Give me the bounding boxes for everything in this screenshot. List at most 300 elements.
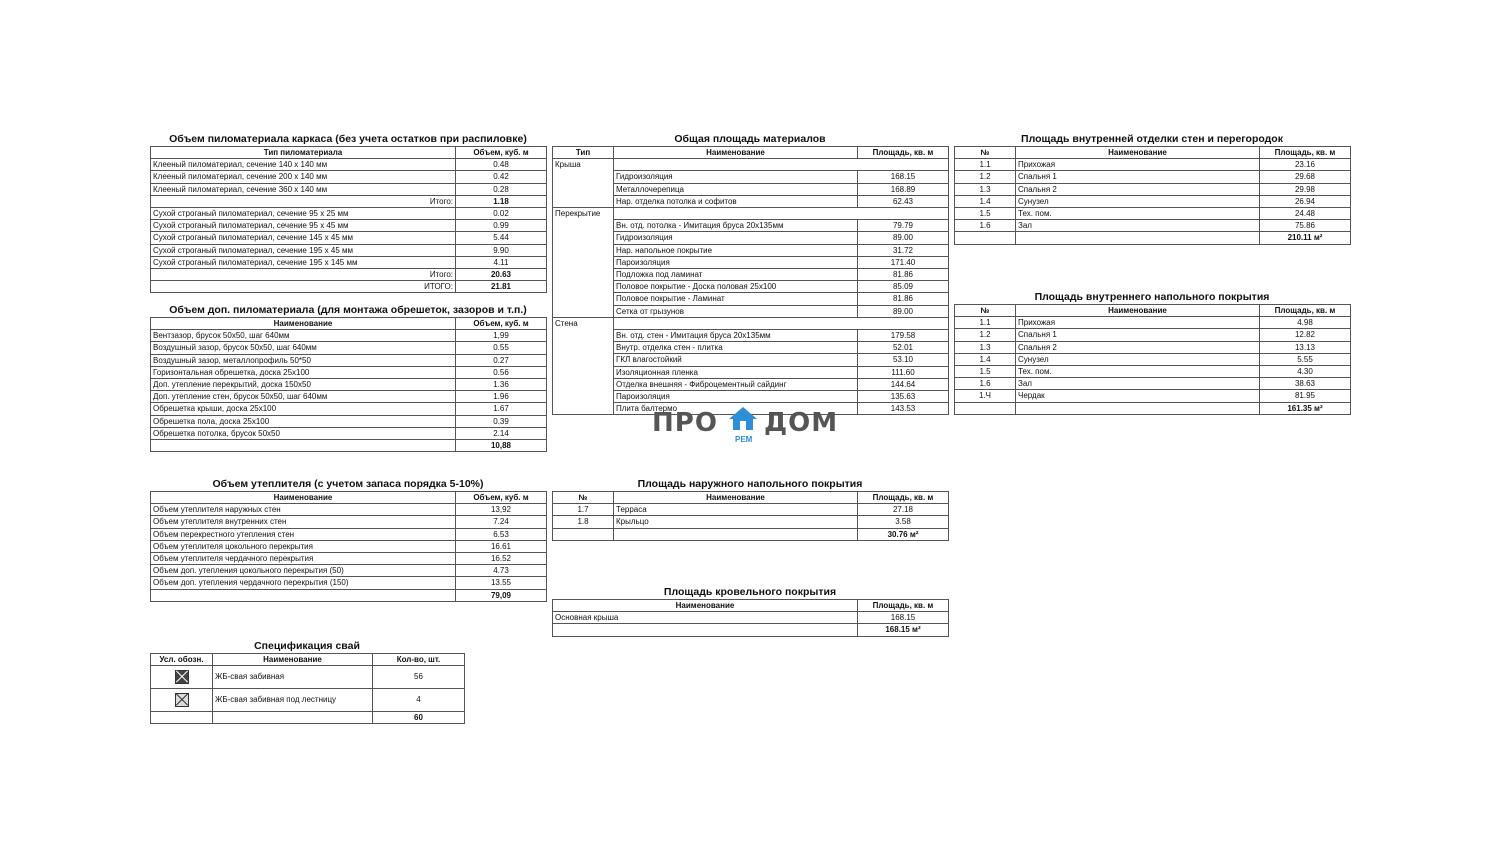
col-header: Объем, куб. м: [456, 147, 547, 159]
cell-value: 1,99: [456, 330, 547, 342]
total-row: [955, 402, 1351, 414]
table-row: [553, 612, 949, 624]
table-row: [151, 159, 547, 171]
cell-value: 168.15: [858, 612, 949, 624]
total-blank: [553, 624, 858, 636]
group-row: [553, 317, 949, 329]
total-label: [151, 589, 456, 601]
table-header-row: [151, 654, 465, 666]
total-blank: [553, 528, 614, 540]
table-row: [151, 354, 547, 366]
col-header: Площадь, кв. м: [858, 600, 949, 612]
cell-name: Сухой строганый пиломатериал, сечение 145 х 45 мм: [151, 232, 456, 244]
cell-name: Тех. пом.: [1016, 366, 1260, 378]
table-row: [553, 516, 949, 528]
table-row: [553, 366, 949, 378]
subtotal-value: 20.63: [456, 269, 547, 281]
col-header: Объем, куб. м: [456, 492, 547, 504]
cell-name: Подложка под ламинат: [614, 269, 858, 281]
type-blank: [553, 391, 614, 403]
cell-name: Клееный пиломатериал, сечение 200 х 140 мм: [151, 171, 456, 183]
table-row: [151, 415, 547, 427]
total-row: [151, 440, 547, 452]
cell-value: 29.98: [1260, 183, 1351, 195]
table-row: [151, 516, 547, 528]
cell-name: Сетка от грызунов: [614, 305, 858, 317]
table-row: [955, 341, 1351, 353]
table-row: [553, 342, 949, 354]
table-row: [553, 504, 949, 516]
wall-finish-block: [954, 132, 1350, 245]
cell-num: 1.8: [553, 516, 614, 528]
cell-value: 0.28: [456, 183, 547, 195]
cell-num: 1.3: [955, 341, 1016, 353]
cell-name: Отделка внешняя - Фиброцементный сайдинг: [614, 378, 858, 390]
cell-name: ЖБ-свая забивная: [213, 666, 373, 689]
group-type: Стена: [553, 317, 614, 329]
cell-name: Пароизоляция: [614, 256, 858, 268]
cell-value: 89.00: [858, 305, 949, 317]
logo-text-left: ПРО: [652, 408, 718, 438]
wall-finish-table: [954, 146, 1351, 245]
type-blank: [553, 256, 614, 268]
table-row: [151, 391, 547, 403]
cell-name: Объем утеплителя цокольного перекрытия: [151, 540, 456, 552]
cell-value: 16.61: [456, 540, 547, 552]
cell-num: 1.4: [955, 195, 1016, 207]
cell-value: 85.09: [858, 281, 949, 293]
cell-name: Доп. утепление стен, брусок 50х50, шаг 640мм: [151, 391, 456, 403]
col-header: Наименование: [213, 654, 373, 666]
type-blank: [553, 244, 614, 256]
cell-value: 0.55: [456, 342, 547, 354]
cell-name: Металлочерепица: [614, 183, 858, 195]
col-header: Объем, куб. м: [456, 318, 547, 330]
col-header: Наименование: [1016, 305, 1260, 317]
type-blank: [553, 354, 614, 366]
group-blank: [858, 317, 949, 329]
cell-name: Обрешетка пола, доска 25х100: [151, 415, 456, 427]
total-value: 60: [373, 712, 465, 724]
col-header: Площадь, кв. м: [858, 147, 949, 159]
cell-value: 171.40: [858, 256, 949, 268]
cell-name: Сухой строганый пиломатериал, сечение 195 х 45 мм: [151, 244, 456, 256]
col-header: Площадь, кв. м: [858, 492, 949, 504]
cell-num: 1.7: [553, 504, 614, 516]
floor-finish-title: Площадь внутреннего напольного покрытия: [1034, 291, 1270, 303]
cell-name: Горизонтальная обрешетка, доска 25х100: [151, 366, 456, 378]
cell-name: Тех. пом.: [1016, 208, 1260, 220]
total-row: [553, 624, 949, 636]
cell-num: 1.5: [955, 208, 1016, 220]
cell-value: 13,92: [456, 504, 547, 516]
cell-name: Гидроизоляция: [614, 171, 858, 183]
table-header-row: [955, 305, 1351, 317]
table-header-row: [151, 492, 547, 504]
table-row: [955, 183, 1351, 195]
col-header: Наименование: [553, 600, 858, 612]
insulation-table: [150, 491, 547, 602]
cell-name: Изоляционная пленка: [614, 366, 858, 378]
type-blank: [553, 378, 614, 390]
cell-value: 135.63: [858, 391, 949, 403]
cell-value: 6.53: [456, 528, 547, 540]
cell-value: 5.44: [456, 232, 547, 244]
cell-value: 144.64: [858, 378, 949, 390]
cell-name: Нар. напольное покрытие: [614, 244, 858, 256]
table-row: [553, 244, 949, 256]
cell-name: Объем перекрестного утепления стен: [151, 528, 456, 540]
table-header-row: [151, 318, 547, 330]
symbol-cell: [151, 666, 213, 689]
cell-name: Сухой строганый пиломатериал, сечение 195 х 145 мм: [151, 256, 456, 268]
cell-value: 179.58: [858, 330, 949, 342]
symbol-cell: [151, 689, 213, 712]
table-row: [553, 220, 949, 232]
total-row: [151, 589, 547, 601]
cell-name: Сунузел: [1016, 195, 1260, 207]
type-blank: [553, 293, 614, 305]
table-row: [151, 366, 547, 378]
table-row: [151, 689, 465, 712]
cell-value: 26.94: [1260, 195, 1351, 207]
table-row: [151, 256, 547, 268]
total-blank: [213, 712, 373, 724]
table-row: [553, 269, 949, 281]
cell-name: Зал: [1016, 378, 1260, 390]
lumber-extra-block: [150, 303, 546, 452]
type-blank: [553, 269, 614, 281]
table-row: [151, 232, 547, 244]
group-blank: [858, 159, 949, 171]
table-row: [553, 391, 949, 403]
cell-num: 1.6: [955, 378, 1016, 390]
cell-value: 0.02: [456, 208, 547, 220]
subtotal-row: [151, 269, 547, 281]
table-row: [151, 379, 547, 391]
table-row: [955, 390, 1351, 402]
cell-value: 0.99: [456, 220, 547, 232]
cell-value: 52.01: [858, 342, 949, 354]
pile-driven-icon: [175, 670, 189, 684]
total-label: ИТОГО:: [151, 281, 456, 293]
type-blank: [553, 281, 614, 293]
type-blank: [553, 195, 614, 207]
cell-name: Сунузел: [1016, 353, 1260, 365]
table-row: [151, 220, 547, 232]
cell-name: Чердак: [1016, 390, 1260, 402]
table-row: [151, 244, 547, 256]
cell-value: 31.72: [858, 244, 949, 256]
group-blank: [614, 159, 858, 171]
floor-finish-table: [954, 304, 1351, 415]
cell-name: ЖБ-свая забивная под лестницу: [213, 689, 373, 712]
floor-finish-block: [954, 290, 1350, 415]
table-row: [151, 403, 547, 415]
logo-text-right: ДОМ: [764, 408, 839, 438]
group-type: Перекрытие: [553, 208, 614, 220]
cell-name: Воздушный зазор, металлопрофиль 50*50: [151, 354, 456, 366]
table-row: [955, 317, 1351, 329]
cell-qty: 4: [373, 689, 465, 712]
group-type: Крыша: [553, 159, 614, 171]
total-value: 30.76 м²: [858, 528, 949, 540]
cell-value: 27.18: [858, 504, 949, 516]
outdoor-floor-block: [552, 477, 948, 541]
total-value: 210.11 м²: [1260, 232, 1351, 244]
table-row: [553, 293, 949, 305]
cell-name: Половое покрытие - Ламинат: [614, 293, 858, 305]
total-row: [151, 712, 465, 724]
cell-name: Терраса: [614, 504, 858, 516]
cell-value: 0.39: [456, 415, 547, 427]
subtotal-row: [151, 195, 547, 207]
cell-value: 53.10: [858, 354, 949, 366]
table-row: [955, 220, 1351, 232]
cell-num: 1.1: [955, 159, 1016, 171]
cell-value: 0.27: [456, 354, 547, 366]
cell-name: Вн. отд. потолка - Имитация бруса 20х135мм: [614, 220, 858, 232]
table-header-row: [553, 147, 949, 159]
cell-name: Внутр. отделка стен - плитка: [614, 342, 858, 354]
table-header-row: [553, 492, 949, 504]
subtotal-label: Итого:: [151, 195, 456, 207]
total-blank: [1016, 232, 1260, 244]
total-row: [553, 528, 949, 540]
cell-name: Объем доп. утепления цокольного перекрытия (50): [151, 565, 456, 577]
table-row: [955, 329, 1351, 341]
table-row: [151, 208, 547, 220]
cell-value: 81.95: [1260, 390, 1351, 402]
cell-name: Плита балтермо: [614, 403, 858, 415]
insulation-block: [150, 477, 546, 602]
cell-value: 168.89: [858, 183, 949, 195]
cell-value: 2.14: [456, 427, 547, 439]
cell-value: 12.82: [1260, 329, 1351, 341]
cell-name: Спальня 2: [1016, 341, 1260, 353]
table-row: [553, 183, 949, 195]
table-row: [553, 305, 949, 317]
type-blank: [553, 330, 614, 342]
cell-name: Спальня 2: [1016, 183, 1260, 195]
lumber-extra-title: Объем доп. пиломатериала (для монтажа обрешеток, зазоров и т.п.): [169, 304, 527, 316]
cell-value: 0.56: [456, 366, 547, 378]
table-row: [955, 366, 1351, 378]
total-value: 21.81: [456, 281, 547, 293]
total-value: 161.35 м²: [1260, 402, 1351, 414]
col-header: Усл. обозн.: [151, 654, 213, 666]
cell-name: Объем утеплителя чердачного перекрытия: [151, 553, 456, 565]
roof-title: Площадь кровельного покрытия: [663, 586, 837, 598]
table-row: [955, 208, 1351, 220]
table-row: [955, 159, 1351, 171]
table-row: [955, 195, 1351, 207]
cell-num: 1.5: [955, 366, 1016, 378]
pro-dom-logo: [652, 408, 852, 444]
materials-block: [552, 132, 948, 415]
materials-title: Общая площадь материалов: [674, 133, 826, 145]
outdoor-floor-title: Площадь наружного напольного покрытия: [637, 478, 863, 490]
outdoor-floor-table: [552, 491, 949, 541]
cell-value: 24.48: [1260, 208, 1351, 220]
cell-num: 1.3: [955, 183, 1016, 195]
cell-name: Объем доп. утепления чердачного перекрытия (150): [151, 577, 456, 589]
table-row: [151, 540, 547, 552]
roof-block: [552, 585, 948, 637]
total-value: 10,88: [456, 440, 547, 452]
piles-block: [150, 639, 464, 724]
cell-name: Прихожая: [1016, 317, 1260, 329]
roof-table: [552, 599, 949, 637]
cell-num: 1.1: [955, 317, 1016, 329]
group-blank: [614, 208, 858, 220]
table-row: [151, 565, 547, 577]
col-header: Наименование: [151, 492, 456, 504]
type-blank: [553, 232, 614, 244]
col-header: Наименование: [151, 318, 456, 330]
lumber-extra-table: [150, 317, 547, 452]
cell-value: 38.63: [1260, 378, 1351, 390]
table-row: [151, 577, 547, 589]
cell-name: Крыльцо: [614, 516, 858, 528]
table-header-row: [553, 600, 949, 612]
cell-name: Объем утеплителя наружных стен: [151, 504, 456, 516]
type-blank: [553, 305, 614, 317]
cell-value: 23.16: [1260, 159, 1351, 171]
table-row: [553, 171, 949, 183]
lumber-frame-table: [150, 146, 547, 293]
table-row: [151, 553, 547, 565]
table-row: [151, 427, 547, 439]
table-header-row: [955, 147, 1351, 159]
table-header-row: [151, 147, 547, 159]
logo-subtext: РЕМ: [735, 435, 753, 444]
table-row: [151, 504, 547, 516]
piles-table: [150, 653, 465, 724]
lumber-frame-block: [150, 132, 546, 293]
total-blank: [955, 232, 1016, 244]
cell-value: 4.30: [1260, 366, 1351, 378]
total-label: [151, 440, 456, 452]
total-row: [955, 232, 1351, 244]
table-row: [151, 342, 547, 354]
cell-name: Гидроизоляция: [614, 232, 858, 244]
type-blank: [553, 342, 614, 354]
cell-value: 1.67: [456, 403, 547, 415]
cell-value: 4.11: [456, 256, 547, 268]
cell-value: 0.48: [456, 159, 547, 171]
cell-name: Зал: [1016, 220, 1260, 232]
cell-name: Обрешетка крыши, доска 25х100: [151, 403, 456, 415]
cell-name: ГКЛ влагостойкий: [614, 354, 858, 366]
col-header: Площадь, кв. м: [1260, 305, 1351, 317]
cell-qty: 56: [373, 666, 465, 689]
col-header: Наименование: [614, 492, 858, 504]
cell-name: Объем утеплителя внутренних стен: [151, 516, 456, 528]
table-row: [151, 528, 547, 540]
cell-name: Воздушный зазор, брусок 50х50, шаг 640мм: [151, 342, 456, 354]
cell-name: Клееный пиломатериал, сечение 360 х 140 мм: [151, 183, 456, 195]
cell-value: 143.53: [858, 403, 949, 415]
table-row: [553, 354, 949, 366]
total-value: 168.15 м²: [858, 624, 949, 636]
col-header: Тип: [553, 147, 614, 159]
cell-value: 89.00: [858, 232, 949, 244]
col-header: №: [553, 492, 614, 504]
cell-name: Половое покрытие - Доска половая 25х100: [614, 281, 858, 293]
total-blank: [1016, 402, 1260, 414]
materials-table: [552, 146, 949, 415]
cell-name: Вн. отд. стен - Имитация бруса 20х135мм: [614, 330, 858, 342]
cell-num: 1.6: [955, 220, 1016, 232]
cell-value: 7.24: [456, 516, 547, 528]
type-blank: [553, 220, 614, 232]
cell-name: Основная крыша: [553, 612, 858, 624]
group-blank: [614, 317, 858, 329]
total-value: 79,09: [456, 589, 547, 601]
table-row: [151, 330, 547, 342]
cell-name: Вентзазор, брусок 50х50, шаг 640мм: [151, 330, 456, 342]
table-row: [151, 183, 547, 195]
table-row: [151, 666, 465, 689]
col-header: №: [955, 147, 1016, 159]
cell-name: Нар. отделка потолка и софитов: [614, 195, 858, 207]
cell-value: 29.68: [1260, 171, 1351, 183]
cell-value: 13.13: [1260, 341, 1351, 353]
cell-value: 4.98: [1260, 317, 1351, 329]
table-row: [151, 171, 547, 183]
cell-name: Сухой строганый пиломатериал, сечение 95 х 25 мм: [151, 208, 456, 220]
cell-value: 9.90: [456, 244, 547, 256]
cell-num: 1.2: [955, 329, 1016, 341]
cell-value: 81.86: [858, 293, 949, 305]
col-header: Площадь, кв. м: [1260, 147, 1351, 159]
total-blank: [955, 402, 1016, 414]
cell-value: 16.52: [456, 553, 547, 565]
house-icon: [728, 406, 758, 434]
table-row: [553, 232, 949, 244]
cell-value: 4.73: [456, 565, 547, 577]
lumber-frame-title: Объем пиломатериала каркаса (без учета остатков при распиловке): [169, 133, 527, 145]
cell-num: 1.4: [955, 353, 1016, 365]
cell-value: 3.58: [858, 516, 949, 528]
col-header: Наименование: [614, 147, 858, 159]
cell-name: Сухой строганый пиломатериал, сечение 95 х 45 мм: [151, 220, 456, 232]
total-blank: [614, 528, 858, 540]
col-header: Кол-во, шт.: [373, 654, 465, 666]
cell-value: 81.86: [858, 269, 949, 281]
insulation-title: Объем утеплителя (с учетом запаса порядка 5-10%): [212, 478, 484, 490]
table-row: [553, 378, 949, 390]
group-row: [553, 208, 949, 220]
col-header: Наименование: [1016, 147, 1260, 159]
cell-value: 79.79: [858, 220, 949, 232]
cell-value: 168.15: [858, 171, 949, 183]
table-row: [553, 256, 949, 268]
cell-name: Обрешетка потолка, брусок 50х50: [151, 427, 456, 439]
table-row: [553, 330, 949, 342]
cell-name: Клееный пиломатериал, сечение 140 х 140 мм: [151, 159, 456, 171]
pile-stair-icon: [175, 693, 189, 707]
cell-name: Спальня 1: [1016, 171, 1260, 183]
subtotal-label: Итого:: [151, 269, 456, 281]
cell-num: 1.Ч: [955, 390, 1016, 402]
table-row: [553, 281, 949, 293]
type-blank: [553, 183, 614, 195]
type-blank: [553, 171, 614, 183]
total-blank: [151, 712, 213, 724]
col-header: Тип пиломатериала: [151, 147, 456, 159]
